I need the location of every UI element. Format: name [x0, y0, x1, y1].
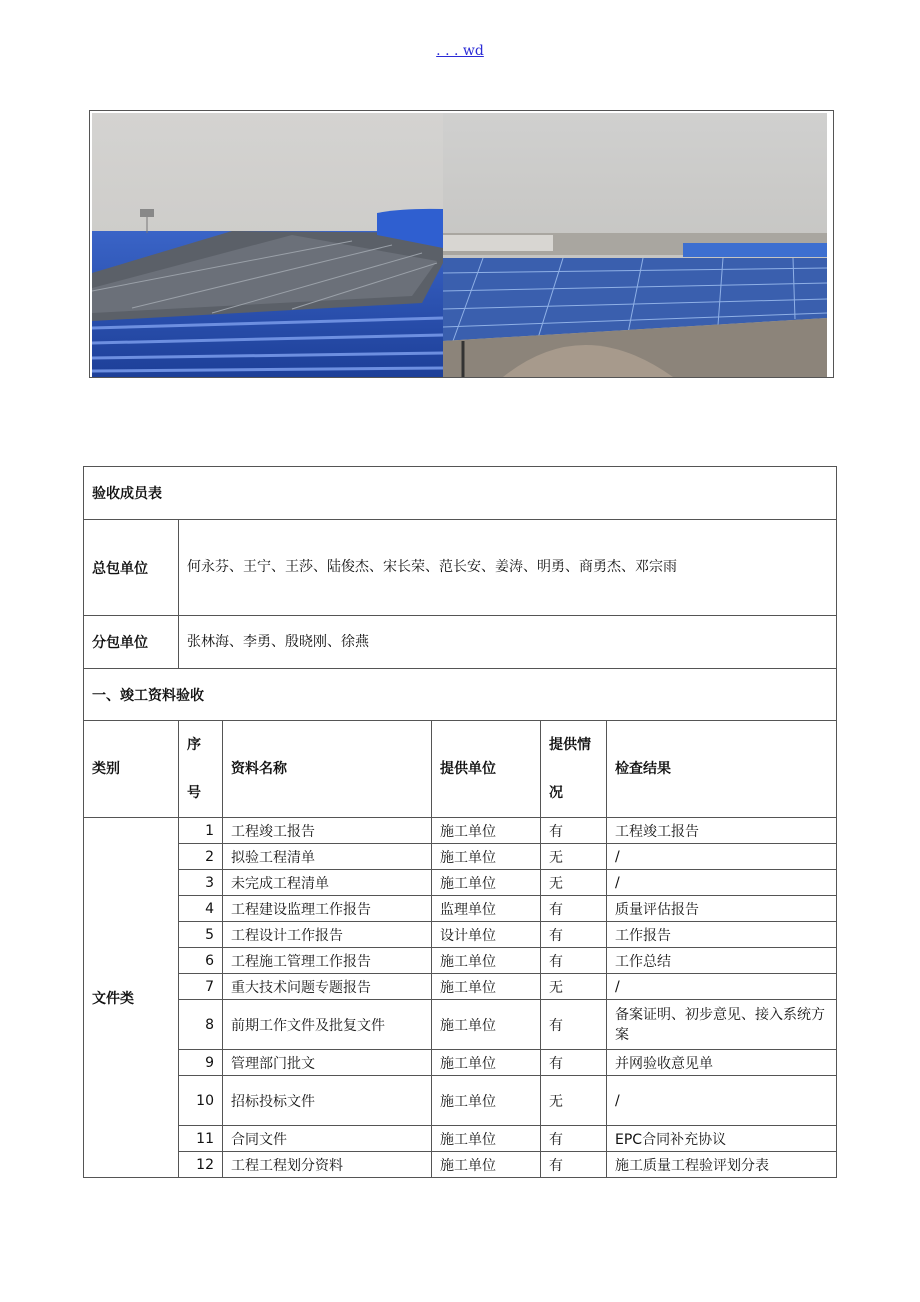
column-header-row	[84, 721, 837, 818]
doc-name-cell: 合同文件	[223, 1126, 432, 1152]
table-row	[84, 1126, 837, 1152]
provider-cell: 监理单位	[432, 896, 541, 922]
result-cell: /	[607, 844, 837, 870]
provider-cell: 施工单位	[432, 1126, 541, 1152]
result-cell: 工程竣工报告	[607, 818, 837, 844]
photo-frame	[89, 110, 834, 378]
provider-cell: 施工单位	[432, 974, 541, 1000]
subcontractor-members: 张林海、李勇、殷晓刚、徐燕	[179, 616, 837, 669]
result-cell: EPC合同补充协议	[607, 1126, 837, 1152]
status-cell: 无	[541, 844, 607, 870]
document-rows	[84, 818, 837, 1178]
status-cell: 无	[541, 974, 607, 1000]
table-row	[84, 1152, 837, 1178]
col-result: 检查结果	[607, 721, 837, 818]
col-category: 类别	[84, 721, 179, 818]
table-row	[84, 1000, 837, 1050]
header-mark-text: . . . wd	[436, 43, 484, 59]
seq-cell: 7	[179, 974, 223, 1000]
status-cell: 有	[541, 818, 607, 844]
table-row	[84, 844, 837, 870]
rooftop-solar-photo-left	[92, 113, 443, 377]
seq-cell: 11	[179, 1126, 223, 1152]
header-mark	[0, 43, 920, 59]
seq-cell: 9	[179, 1050, 223, 1076]
result-cell: 工作总结	[607, 948, 837, 974]
provider-cell: 施工单位	[432, 1152, 541, 1178]
provider-cell: 施工单位	[432, 1050, 541, 1076]
status-cell: 有	[541, 948, 607, 974]
table-row	[84, 818, 837, 844]
seq-cell: 6	[179, 948, 223, 974]
result-cell: /	[607, 870, 837, 896]
col-provider: 提供单位	[432, 721, 541, 818]
acceptance-table	[83, 466, 837, 1178]
status-cell: 有	[541, 922, 607, 948]
result-cell: /	[607, 1076, 837, 1126]
status-cell: 有	[541, 896, 607, 922]
doc-name-cell: 工程建设监理工作报告	[223, 896, 432, 922]
status-cell: 有	[541, 1126, 607, 1152]
seq-cell: 3	[179, 870, 223, 896]
table-row	[84, 896, 837, 922]
seq-cell: 2	[179, 844, 223, 870]
seq-cell: 1	[179, 818, 223, 844]
doc-name-cell: 管理部门批文	[223, 1050, 432, 1076]
table-row	[84, 1076, 837, 1126]
seq-cell: 10	[179, 1076, 223, 1126]
provider-cell: 施工单位	[432, 1076, 541, 1126]
doc-name-cell: 工程工程划分资料	[223, 1152, 432, 1178]
result-cell: /	[607, 974, 837, 1000]
seq-cell: 4	[179, 896, 223, 922]
table-row	[84, 1050, 837, 1076]
table-row	[84, 870, 837, 896]
col-seq: 序号	[179, 721, 223, 818]
table-title: 验收成员表	[84, 467, 837, 520]
provider-cell: 施工单位	[432, 844, 541, 870]
section-title: 一、竣工资料验收	[84, 669, 837, 721]
general-contractor-label: 总包单位	[84, 520, 179, 616]
col-status: 提供情况	[541, 721, 607, 818]
doc-name-cell: 工程设计工作报告	[223, 922, 432, 948]
doc-name-cell: 拟验工程清单	[223, 844, 432, 870]
status-cell: 有	[541, 1050, 607, 1076]
doc-name-cell: 工程竣工报告	[223, 818, 432, 844]
provider-cell: 设计单位	[432, 922, 541, 948]
table-row	[84, 922, 837, 948]
result-cell: 质量评估报告	[607, 896, 837, 922]
provider-cell: 施工单位	[432, 870, 541, 896]
doc-name-cell: 工程施工管理工作报告	[223, 948, 432, 974]
col-doc-name: 资料名称	[223, 721, 432, 818]
result-cell: 施工质量工程验评划分表	[607, 1152, 837, 1178]
general-contractor-members: 何永芬、王宁、王莎、陆俊杰、宋长荣、范长安、姜涛、明勇、商勇杰、邓宗雨	[179, 520, 837, 616]
doc-name-cell: 重大技术问题专题报告	[223, 974, 432, 1000]
provider-cell: 施工单位	[432, 1000, 541, 1050]
provider-cell: 施工单位	[432, 948, 541, 974]
provider-cell: 施工单位	[432, 818, 541, 844]
result-cell: 工作报告	[607, 922, 837, 948]
status-cell: 无	[541, 1076, 607, 1126]
table-row	[84, 974, 837, 1000]
doc-name-cell: 招标投标文件	[223, 1076, 432, 1126]
status-cell: 有	[541, 1152, 607, 1178]
seq-cell: 12	[179, 1152, 223, 1178]
doc-name-cell: 前期工作文件及批复文件	[223, 1000, 432, 1050]
status-cell: 有	[541, 1000, 607, 1050]
rooftop-solar-photo-right	[443, 113, 827, 377]
category-cell: 文件类	[84, 818, 179, 1178]
seq-cell: 8	[179, 1000, 223, 1050]
table-row	[84, 948, 837, 974]
seq-cell: 5	[179, 922, 223, 948]
doc-name-cell: 未完成工程清单	[223, 870, 432, 896]
subcontractor-label: 分包单位	[84, 616, 179, 669]
result-cell: 并网验收意见单	[607, 1050, 837, 1076]
result-cell: 备案证明、初步意见、接入系统方案	[607, 1000, 837, 1050]
status-cell: 无	[541, 870, 607, 896]
